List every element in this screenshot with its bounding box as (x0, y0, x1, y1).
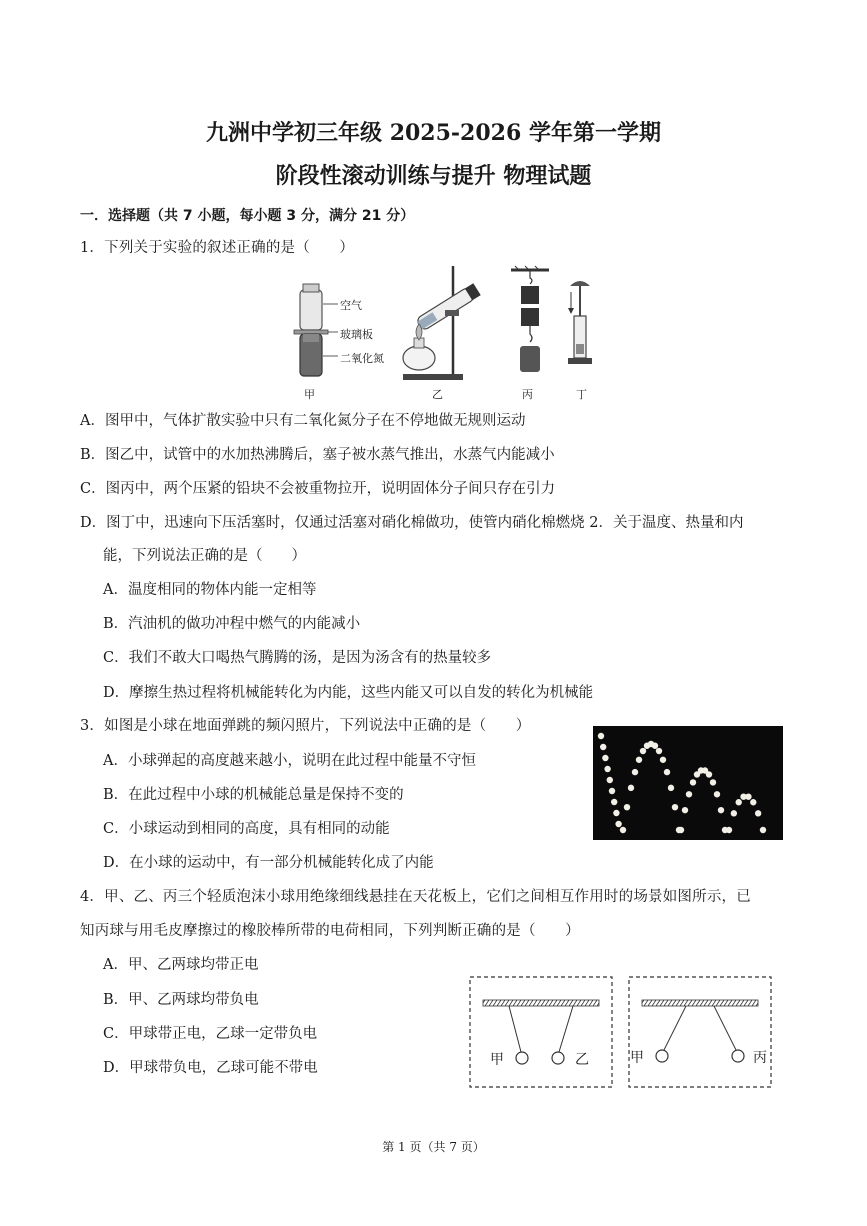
ball-image (678, 827, 684, 833)
q3-option-d: D．在小球的运动中，有一部分机械能转化成了内能 (103, 855, 434, 871)
ball-image (598, 733, 604, 739)
ball-image (652, 743, 658, 749)
q1-option-b: B．图乙中，试管中的水加热沸腾后，塞子被水蒸气推出，水蒸气内能减小 (80, 447, 555, 463)
q4-label-yi: 乙 (575, 1052, 589, 1068)
q2-option-b: B．汽油机的做功冲程中燃气的内能减小 (103, 616, 361, 632)
ball-image (628, 785, 634, 791)
q3-stem: 3．如图是小球在地面弹跳的频闪照片，下列说法中正确的是（ ） (80, 718, 531, 734)
q4-figure-right (628, 976, 772, 1088)
page-footer: 第 1 页（共 7 页） (382, 1140, 485, 1154)
label-air: 空气 (340, 299, 362, 312)
ball-image (636, 757, 642, 763)
figure-ding-compression (562, 278, 598, 368)
ball-image (664, 769, 670, 775)
ball-image (660, 757, 666, 763)
label-no2: 二氧化氮 (340, 352, 384, 365)
q4-stem-line2: 知丙球与用毛皮摩擦过的橡胶棒所带的电荷相同，下列判断正确的是（ ） (80, 923, 580, 939)
q2-option-c: C．我们不敢大口喝热气腾腾的汤，是因为汤含有的热量较多 (103, 650, 492, 666)
ball-image (668, 785, 674, 791)
ball-image (615, 821, 621, 827)
ball-image (686, 791, 692, 797)
ball-image (602, 755, 608, 761)
q1-option-c: C．图丙中，两个压紧的铅块不会被重物拉开，说明固体分子间只存在引力 (80, 481, 556, 497)
q4-label-jia: 甲 (490, 1052, 504, 1068)
q1-option-d: D．图丁中，迅速向下压活塞时，仅通过活塞对硝化棉做功，使管内硝化棉燃烧 2．关于温度、热量和内 (80, 515, 744, 531)
ball-image (726, 827, 732, 833)
q1-option-a: A．图甲中，气体扩散实验中只有二氧化氮分子在不停地做无规则运动 (80, 413, 526, 429)
label-ding: 丁 (576, 388, 587, 401)
q1-stem: 1．下列关于实验的叙述正确的是（ ） (80, 240, 355, 256)
label-yi: 乙 (432, 388, 443, 401)
ball-image (731, 810, 737, 816)
ball-image (672, 804, 678, 810)
q3-bouncing-ball-photo (593, 726, 783, 840)
ball-image (760, 827, 766, 833)
ball-image (632, 769, 638, 775)
ball-image (710, 779, 716, 785)
ball-image (755, 810, 761, 816)
ball-image (690, 779, 696, 785)
ball-image (656, 748, 662, 754)
ball-image (609, 788, 615, 794)
ball-image (624, 804, 630, 810)
ball-image (607, 777, 613, 783)
q4-label-bing: 丙 (753, 1050, 767, 1066)
label-bing: 丙 (522, 388, 533, 401)
ball-image (640, 748, 646, 754)
ball-image (620, 827, 626, 833)
ball-image (706, 771, 712, 777)
q4-stem-line1: 4．甲、乙、丙三个轻质泡沫小球用绝缘细线悬挂在天花板上，它们之间相互作用时的场景如图所示，已 (80, 889, 751, 905)
exam-title-line2: 阶段性滚动训练与提升 物理试题 (275, 163, 592, 189)
q3-option-b: B．在此过程中小球的机械能总量是保持不变的 (103, 787, 404, 803)
q2-option-a: A．温度相同的物体内能一定相等 (103, 582, 317, 598)
q4-figure-left (469, 976, 613, 1088)
q2-stem: 能，下列说法正确的是（ ） (103, 548, 306, 564)
ball-image (604, 766, 610, 772)
exam-title-line1: 九洲中学初三年级 2025-2026 学年第一学期 (206, 120, 661, 146)
q4-option-a: A．甲、乙两球均带正电 (103, 957, 259, 973)
q4-label-jia2: 甲 (630, 1050, 644, 1066)
ball-image (611, 799, 617, 805)
q4-option-d: D．甲球带负电，乙球可能不带电 (103, 1060, 318, 1076)
ball-image (750, 799, 756, 805)
ball-image (682, 807, 688, 813)
figure-yi-test-tube (395, 264, 495, 384)
section-heading: 一．选择题（共 7 小题，每小题 3 分，满分 21 分） (80, 208, 415, 224)
label-jia: 甲 (304, 388, 315, 401)
q4-option-b: B．甲、乙两球均带负电 (103, 992, 259, 1008)
ball-image (718, 807, 724, 813)
label-glass-plate: 玻璃板 (340, 328, 373, 341)
q4-option-c: C．甲球带正电，乙球一定带负电 (103, 1026, 318, 1042)
ball-image (736, 799, 742, 805)
figure-bing-lead-blocks (505, 266, 555, 382)
ball-image (745, 793, 751, 799)
q2-option-d: D．摩擦生热过程将机械能转化为内能，这些内能又可以自发的转化为机械能 (103, 685, 594, 701)
q3-option-a: A．小球弹起的高度越来越小，说明在此过程中能量不守恒 (103, 753, 476, 769)
q3-option-c: C．小球运动到相同的高度，具有相同的动能 (103, 821, 390, 837)
ball-image (600, 744, 606, 750)
ball-image (714, 791, 720, 797)
ball-image (613, 810, 619, 816)
